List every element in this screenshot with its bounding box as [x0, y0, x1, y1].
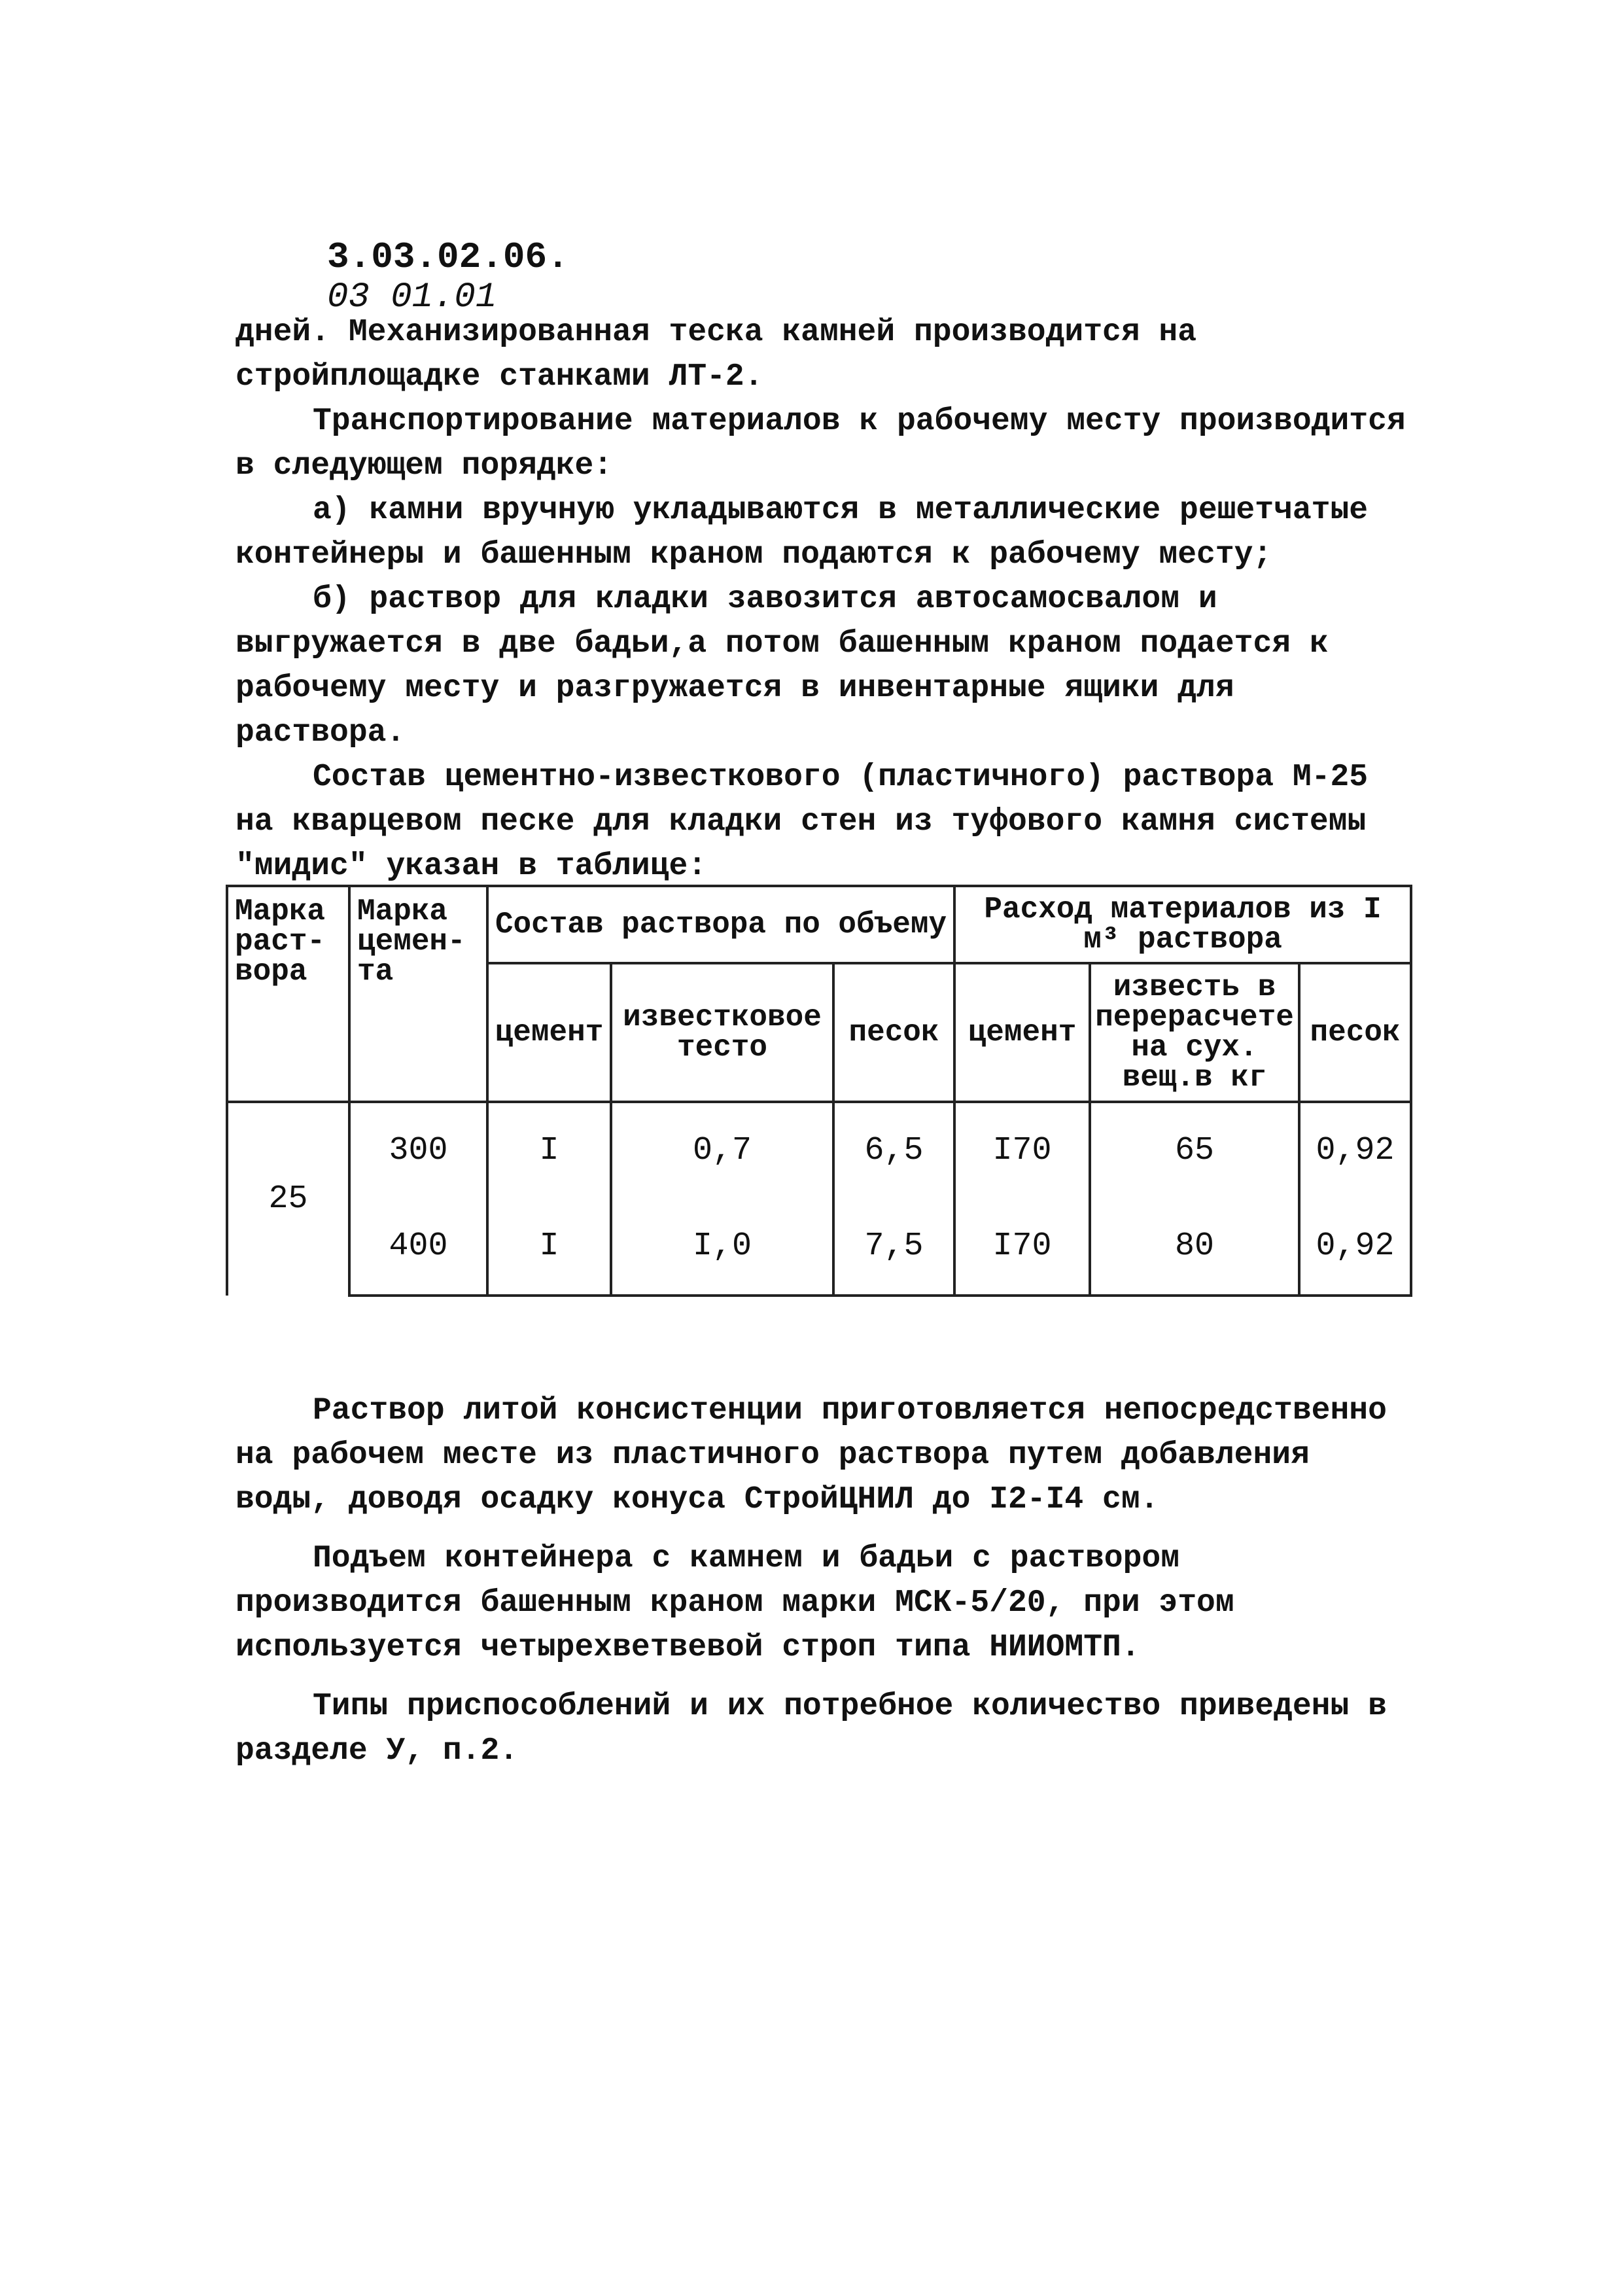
header-cement: цемент [487, 963, 611, 1102]
paragraph: Подъем контейнера с камнем и бадьи с раствором производится башенным краном марки МСК-5/20, при этом используется четырехветвевой строп типа НИИОМТП. [236, 1541, 1234, 1665]
header-marka-rastvora: Марка раст- вора [227, 886, 349, 1102]
mortar-composition-table [226, 885, 1412, 1297]
paragraph: дней. Механизированная теска камней производится на стройплощадке станками ЛТ-2. [236, 315, 1197, 395]
document-code [327, 237, 569, 318]
paragraph: а) камни вручную укладываются в металлические решетчатые контейнеры и башенным краном подаются к рабочему месту; [236, 493, 1369, 573]
header-marka-cementa: Марка цемен- та [349, 886, 487, 1102]
cell-marka-rastvora: 25 [227, 1102, 349, 1296]
header-pesok: песок [833, 963, 954, 1102]
header-pesok-m3: песок [1299, 963, 1411, 1102]
cell-izvest-kg: 80 [1090, 1199, 1299, 1296]
cell-pesok: 6,5 [833, 1102, 954, 1199]
body-text-top [236, 310, 1406, 889]
header-sostav: Состав раствора по объему [487, 886, 954, 963]
cell-cement-kg: I70 [954, 1102, 1090, 1199]
cell-cement: I [487, 1102, 611, 1199]
paragraph: Транспортирование материалов к рабочему месту производится в следующем порядке: [236, 404, 1406, 484]
cell-pesok-m3: 0,92 [1299, 1199, 1411, 1296]
paragraph: Типы приспособлений и их потребное количество приведены в разделе У, п.2. [236, 1689, 1387, 1769]
cell-pesok: 7,5 [833, 1199, 954, 1296]
table-row [227, 1199, 1411, 1296]
cell-pesok-m3: 0,92 [1299, 1102, 1411, 1199]
paragraph: б) раствор для кладки завозится автосамосвалом и выгружается в две бадьи,а потом башенным краном подается к рабочему месту и разгружается в инвентарные ящики для раствора. [236, 582, 1329, 751]
header-rashod: Расход материалов из I м³ раствора [954, 886, 1411, 963]
body-text-bottom [236, 1388, 1406, 1773]
header-cement-kg: цемент [954, 963, 1090, 1102]
table-row [227, 1102, 1411, 1199]
cell-cement-marka: 300 [349, 1102, 487, 1199]
paragraph: Состав цементно-известкового (пластичного) раствора М-25 на кварцевом песке для кладки стен из туфового камня системы "мидис" указан в таблице: [236, 760, 1369, 884]
document-code-handwritten: 03 01.01 [327, 277, 497, 317]
cell-testo: I,0 [611, 1199, 833, 1296]
cell-testo: 0,7 [611, 1102, 833, 1199]
cell-izvest-kg: 65 [1090, 1102, 1299, 1199]
header-izvest-kg: известь в перерасчете на сух. вещ.в кг [1090, 963, 1299, 1102]
cell-cement-kg: I70 [954, 1199, 1090, 1296]
document-code-main: 3.03.02.06. [327, 236, 569, 278]
paragraph: Раствор литой консистенции приготовляется непосредственно на рабочем месте из пластичного раствора путем добавления воды, доводя осадку конуса СтройЦНИЛ до I2-I4 см. [236, 1393, 1387, 1517]
header-izvest-testo: известковое тесто [611, 963, 833, 1102]
cell-cement-marka: 400 [349, 1199, 487, 1296]
cell-cement: I [487, 1199, 611, 1296]
